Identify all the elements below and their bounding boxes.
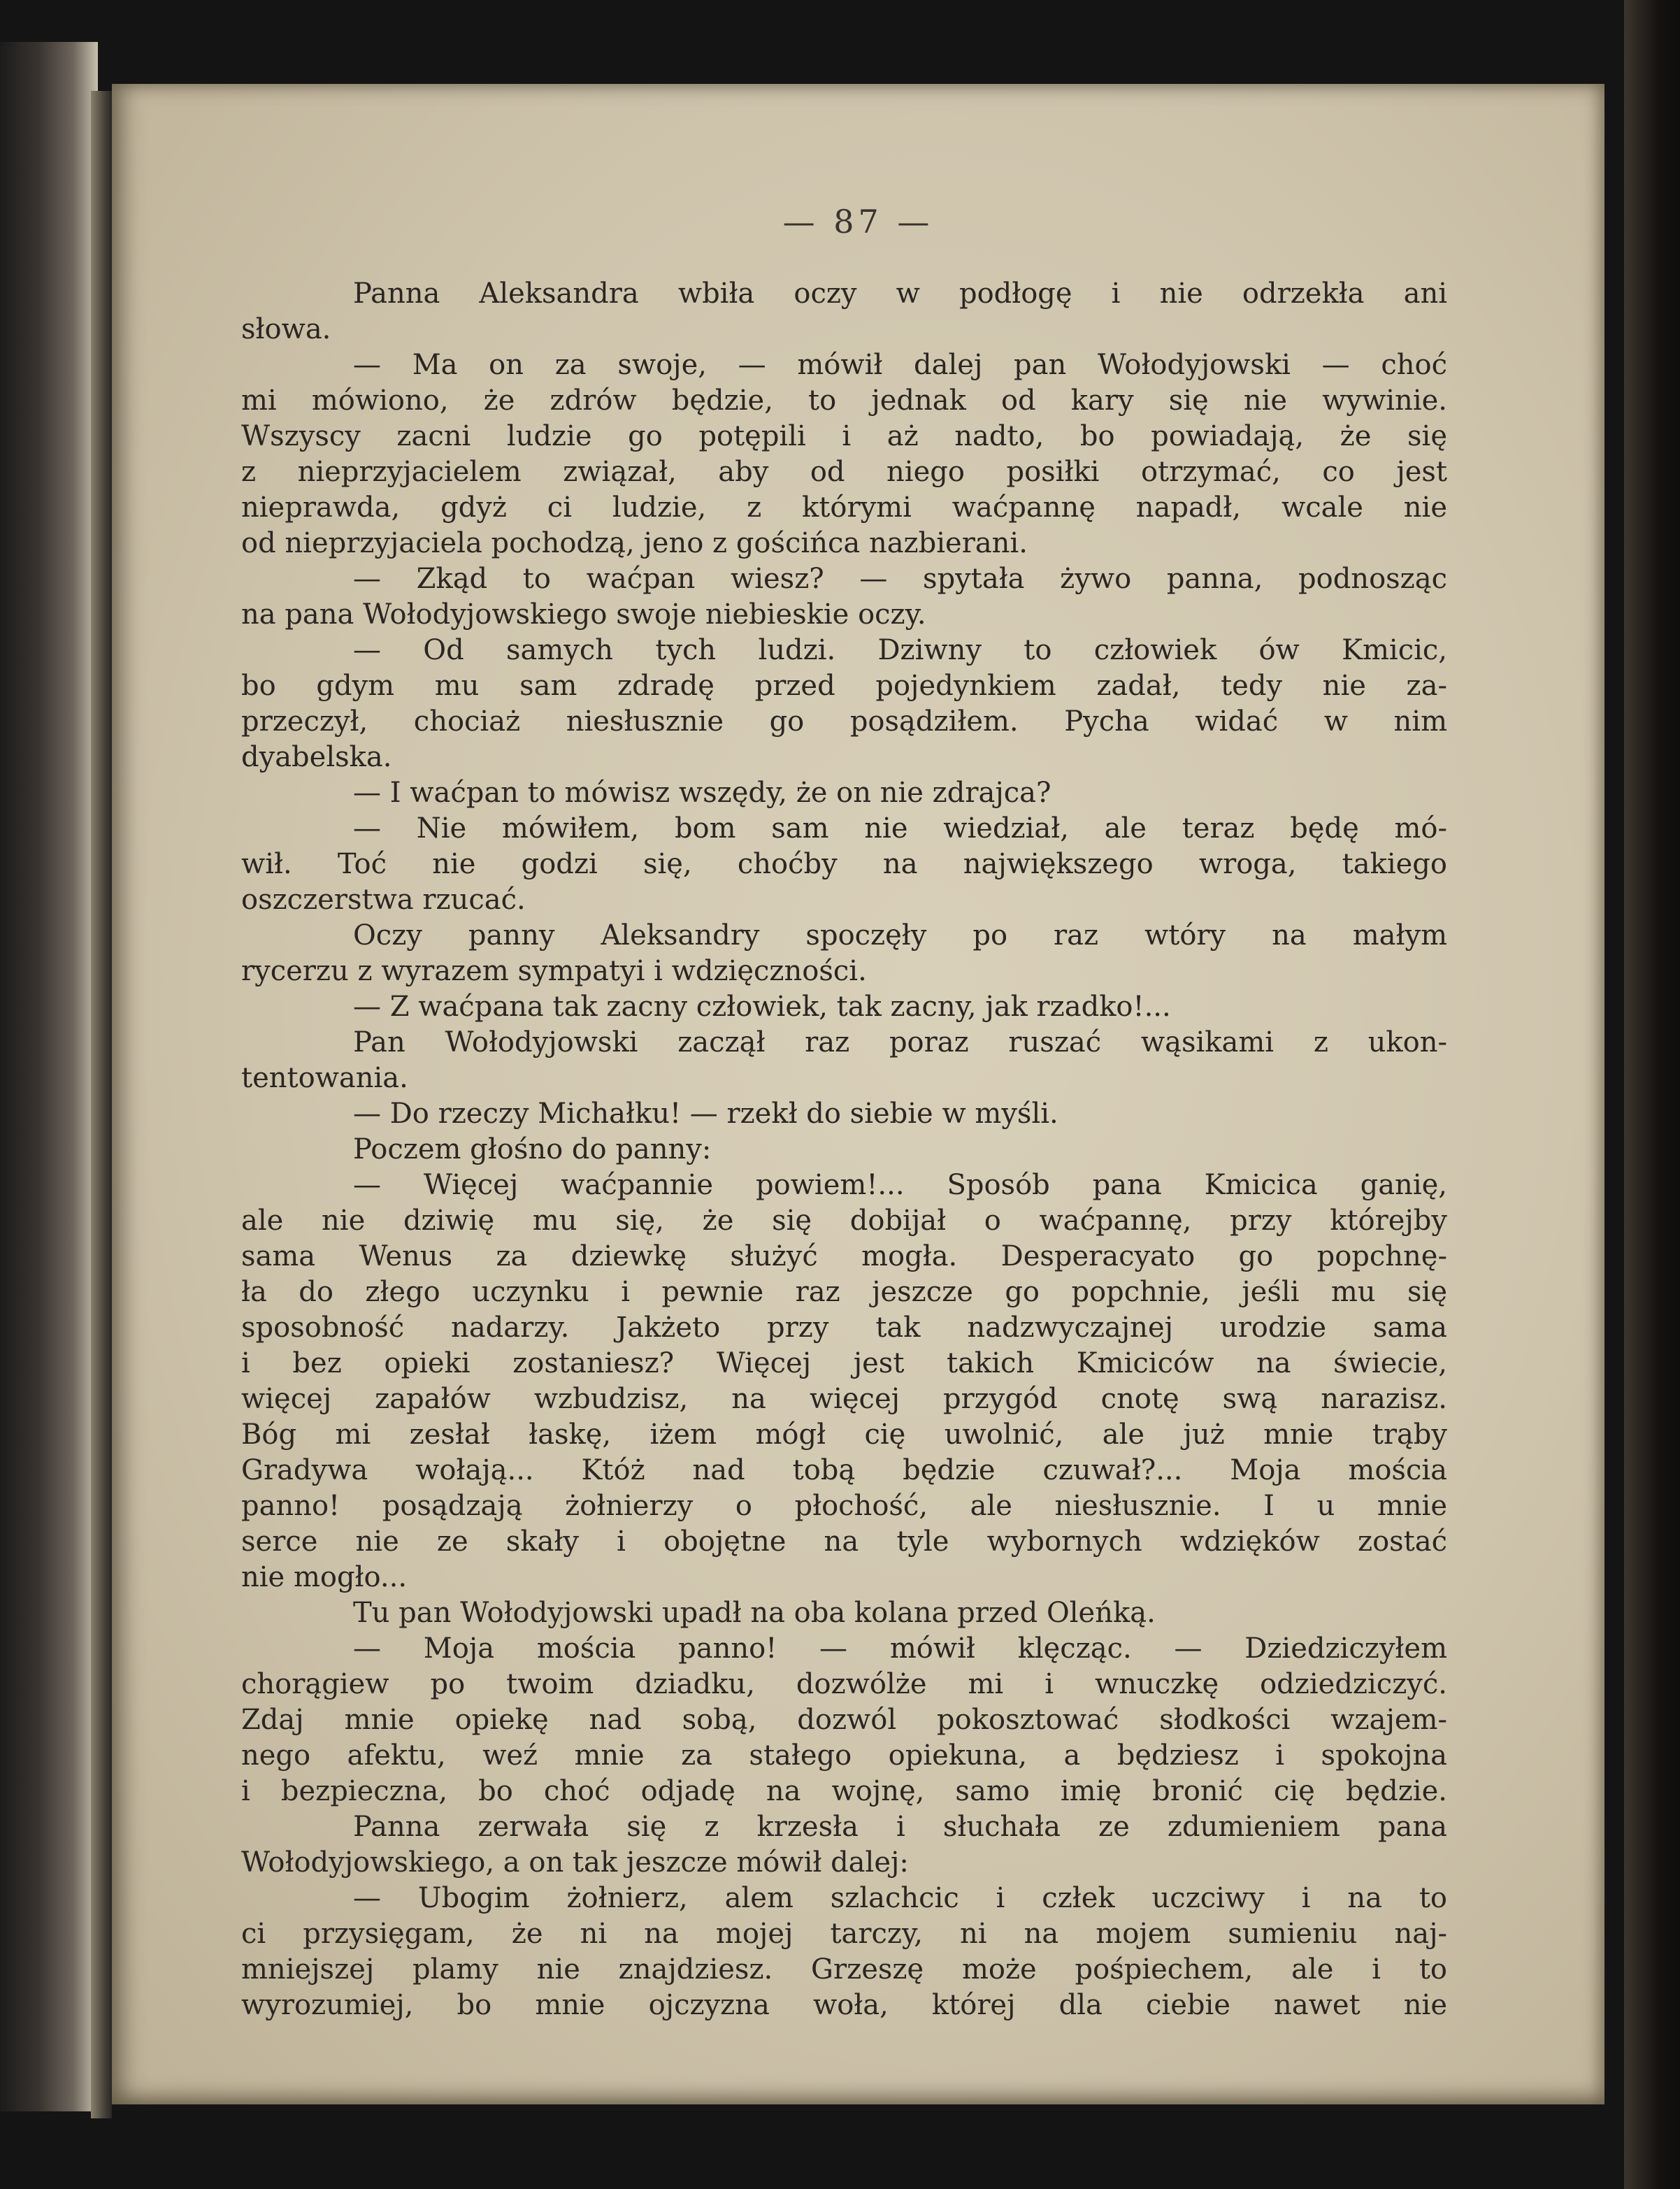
text-line: ci przysięgam, że ni na mojej tarczy, ni na mojem sumieniu naj- xyxy=(241,1918,1447,1950)
text-line: — Ma on za swoje, — mówił dalej pan Wołodyjowski — choć xyxy=(353,349,1447,381)
text-line: Wołodyjowskiego, a on tak jeszcze mówił dalej: xyxy=(241,1846,909,1879)
text-line: sama Wenus za dziewkę służyć mogła. Desperacyato go popchnę- xyxy=(241,1240,1447,1272)
text-line: i bezpieczna, bo choć odjadę na wojnę, samo imię bronić cię będzie. xyxy=(241,1775,1447,1807)
text-line: Bóg mi zesłał łaskę, iżem mógł cię uwolnić, ale już mnie trąby xyxy=(241,1419,1447,1451)
text-line: przeczył, chociaż niesłusznie go posądziłem. Pycha widać w nim xyxy=(241,705,1447,738)
text-line: chorągiew po twoim dziadku, dozwólże mi i wnuczkę odziedziczyć. xyxy=(241,1668,1447,1700)
text-line: z nieprzyjacielem związał, aby od niego posiłki otrzymać, co jest xyxy=(241,456,1447,488)
text-line: — Do rzeczy Michałku! — rzekł do siebie w myśli. xyxy=(353,1098,1058,1130)
text-line: bo gdym mu sam zdradę przed pojedynkiem zadał, tedy nie za- xyxy=(241,670,1447,702)
text-line: wił. Toć nie godzi się, choćby na największego wroga, takiego xyxy=(241,848,1447,880)
text-line: Pan Wołodyjowski zaczął raz poraz ruszać wąsikami z ukon- xyxy=(353,1026,1447,1058)
text-line: Panna zerwała się z krzesła i słuchała ze zdumieniem pana xyxy=(353,1811,1447,1843)
text-line: nego afektu, weź mnie za stałego opiekuna, a będziesz i spokojna xyxy=(241,1739,1447,1772)
book-spine xyxy=(91,91,112,2118)
text-line: wyrozumiej, bo mnie ojczyzna woła, której dla ciebie nawet nie xyxy=(241,1989,1447,2021)
text-line: Oczy panny Aleksandry spoczęły po raz wtóry na małym xyxy=(353,919,1447,952)
text-line: — Ubogim żołnierz, alem szlachcic i człek uczciwy i na to xyxy=(353,1882,1447,1914)
scan-left-edge xyxy=(0,42,98,2111)
text-line: dyabelska. xyxy=(241,741,392,773)
text-line: Panna Aleksandra wbiła oczy w podłogę i nie odrzekła ani xyxy=(353,278,1447,310)
text-line: mi mówiono, że zdrów będzie, to jednak od kary się nie wywinie. xyxy=(241,385,1447,417)
body-text xyxy=(241,276,1447,2023)
text-line: nieprawda, gdyż ci ludzie, z którymi waćpannę napadł, wcale nie xyxy=(241,491,1447,524)
text-line: — Z waćpana tak zacny człowiek, tak zacny, jak rzadko!... xyxy=(353,991,1171,1023)
text-line: Poczem głośno do panny: xyxy=(353,1133,712,1165)
text-line: rycerzu z wyrazem sympatyi i wdzięczności. xyxy=(241,955,867,987)
text-line: — Zkąd to waćpan wiesz? — spytała żywo panna, podnosząc xyxy=(353,563,1447,595)
text-line: Tu pan Wołodyjowski upadł na oba kolana przed Oleńką. xyxy=(353,1597,1156,1629)
text-line: więcej zapałów wzbudzisz, na więcej przygód cnotę swą narazisz. xyxy=(241,1383,1447,1415)
text-line: słowa. xyxy=(241,313,331,345)
text-line: serce nie ze skały i obojętne na tyle wybornych wdzięków zostać xyxy=(241,1526,1447,1558)
text-line: panno! posądzają żołnierzy o płochość, ale niesłusznie. I u mnie xyxy=(241,1490,1447,1522)
text-line: ale nie dziwię mu się, że się dobijał o waćpannę, przy którejby xyxy=(241,1205,1447,1237)
text-line: ła do złego uczynku i pewnie raz jeszcze go popchnie, jeśli mu się xyxy=(241,1276,1447,1308)
page-number: — 87 — xyxy=(782,203,934,241)
text-line: — Moja mościa panno! — mówił klęcząc. — Dziedziczyłem xyxy=(353,1632,1447,1665)
text-line: Wszyscy zacni ludzie go potępili i aż nadto, bo powiadają, że się xyxy=(241,420,1447,452)
text-line: — Nie mówiłem, bom sam nie wiedział, ale teraz będę mó- xyxy=(353,812,1447,845)
text-line: i bez opieki zostaniesz? Więcej jest takich Kmiciców na świecie, xyxy=(241,1347,1447,1379)
text-line: od nieprzyjaciela pochodzą, jeno z gościńca nazbierani. xyxy=(241,527,1028,559)
text-line: oszczerstwa rzucać. xyxy=(241,884,526,916)
text-line: mniejszej plamy nie znajdziesz. Grzeszę może pośpiechem, ale i to xyxy=(241,1953,1447,1986)
text-line: Gradywa wołają... Któż nad tobą będzie czuwał?... Moja mościa xyxy=(241,1454,1447,1486)
book-page xyxy=(112,84,1604,2104)
text-line: Zdaj mnie opiekę nad sobą, dozwól pokosztować słodkości wzajem- xyxy=(241,1704,1447,1736)
text-line: na pana Wołodyjowskiego swoje niebieskie oczy. xyxy=(241,598,926,631)
scan-right-edge xyxy=(1624,0,1680,2189)
text-line: — I waćpan to mówisz wszędy, że on nie zdrajca? xyxy=(353,777,1051,809)
text-line: sposobność nadarzy. Jakżeto przy tak nadzwyczajnej urodzie sama xyxy=(241,1312,1447,1344)
text-line: nie mogło... xyxy=(241,1561,408,1593)
text-line: — Od samych tych ludzi. Dziwny to człowiek ów Kmicic, xyxy=(353,634,1447,666)
text-line: — Więcej waćpannie powiem!... Sposób pana Kmicica ganię, xyxy=(353,1169,1447,1201)
text-line: tentowania. xyxy=(241,1062,408,1094)
